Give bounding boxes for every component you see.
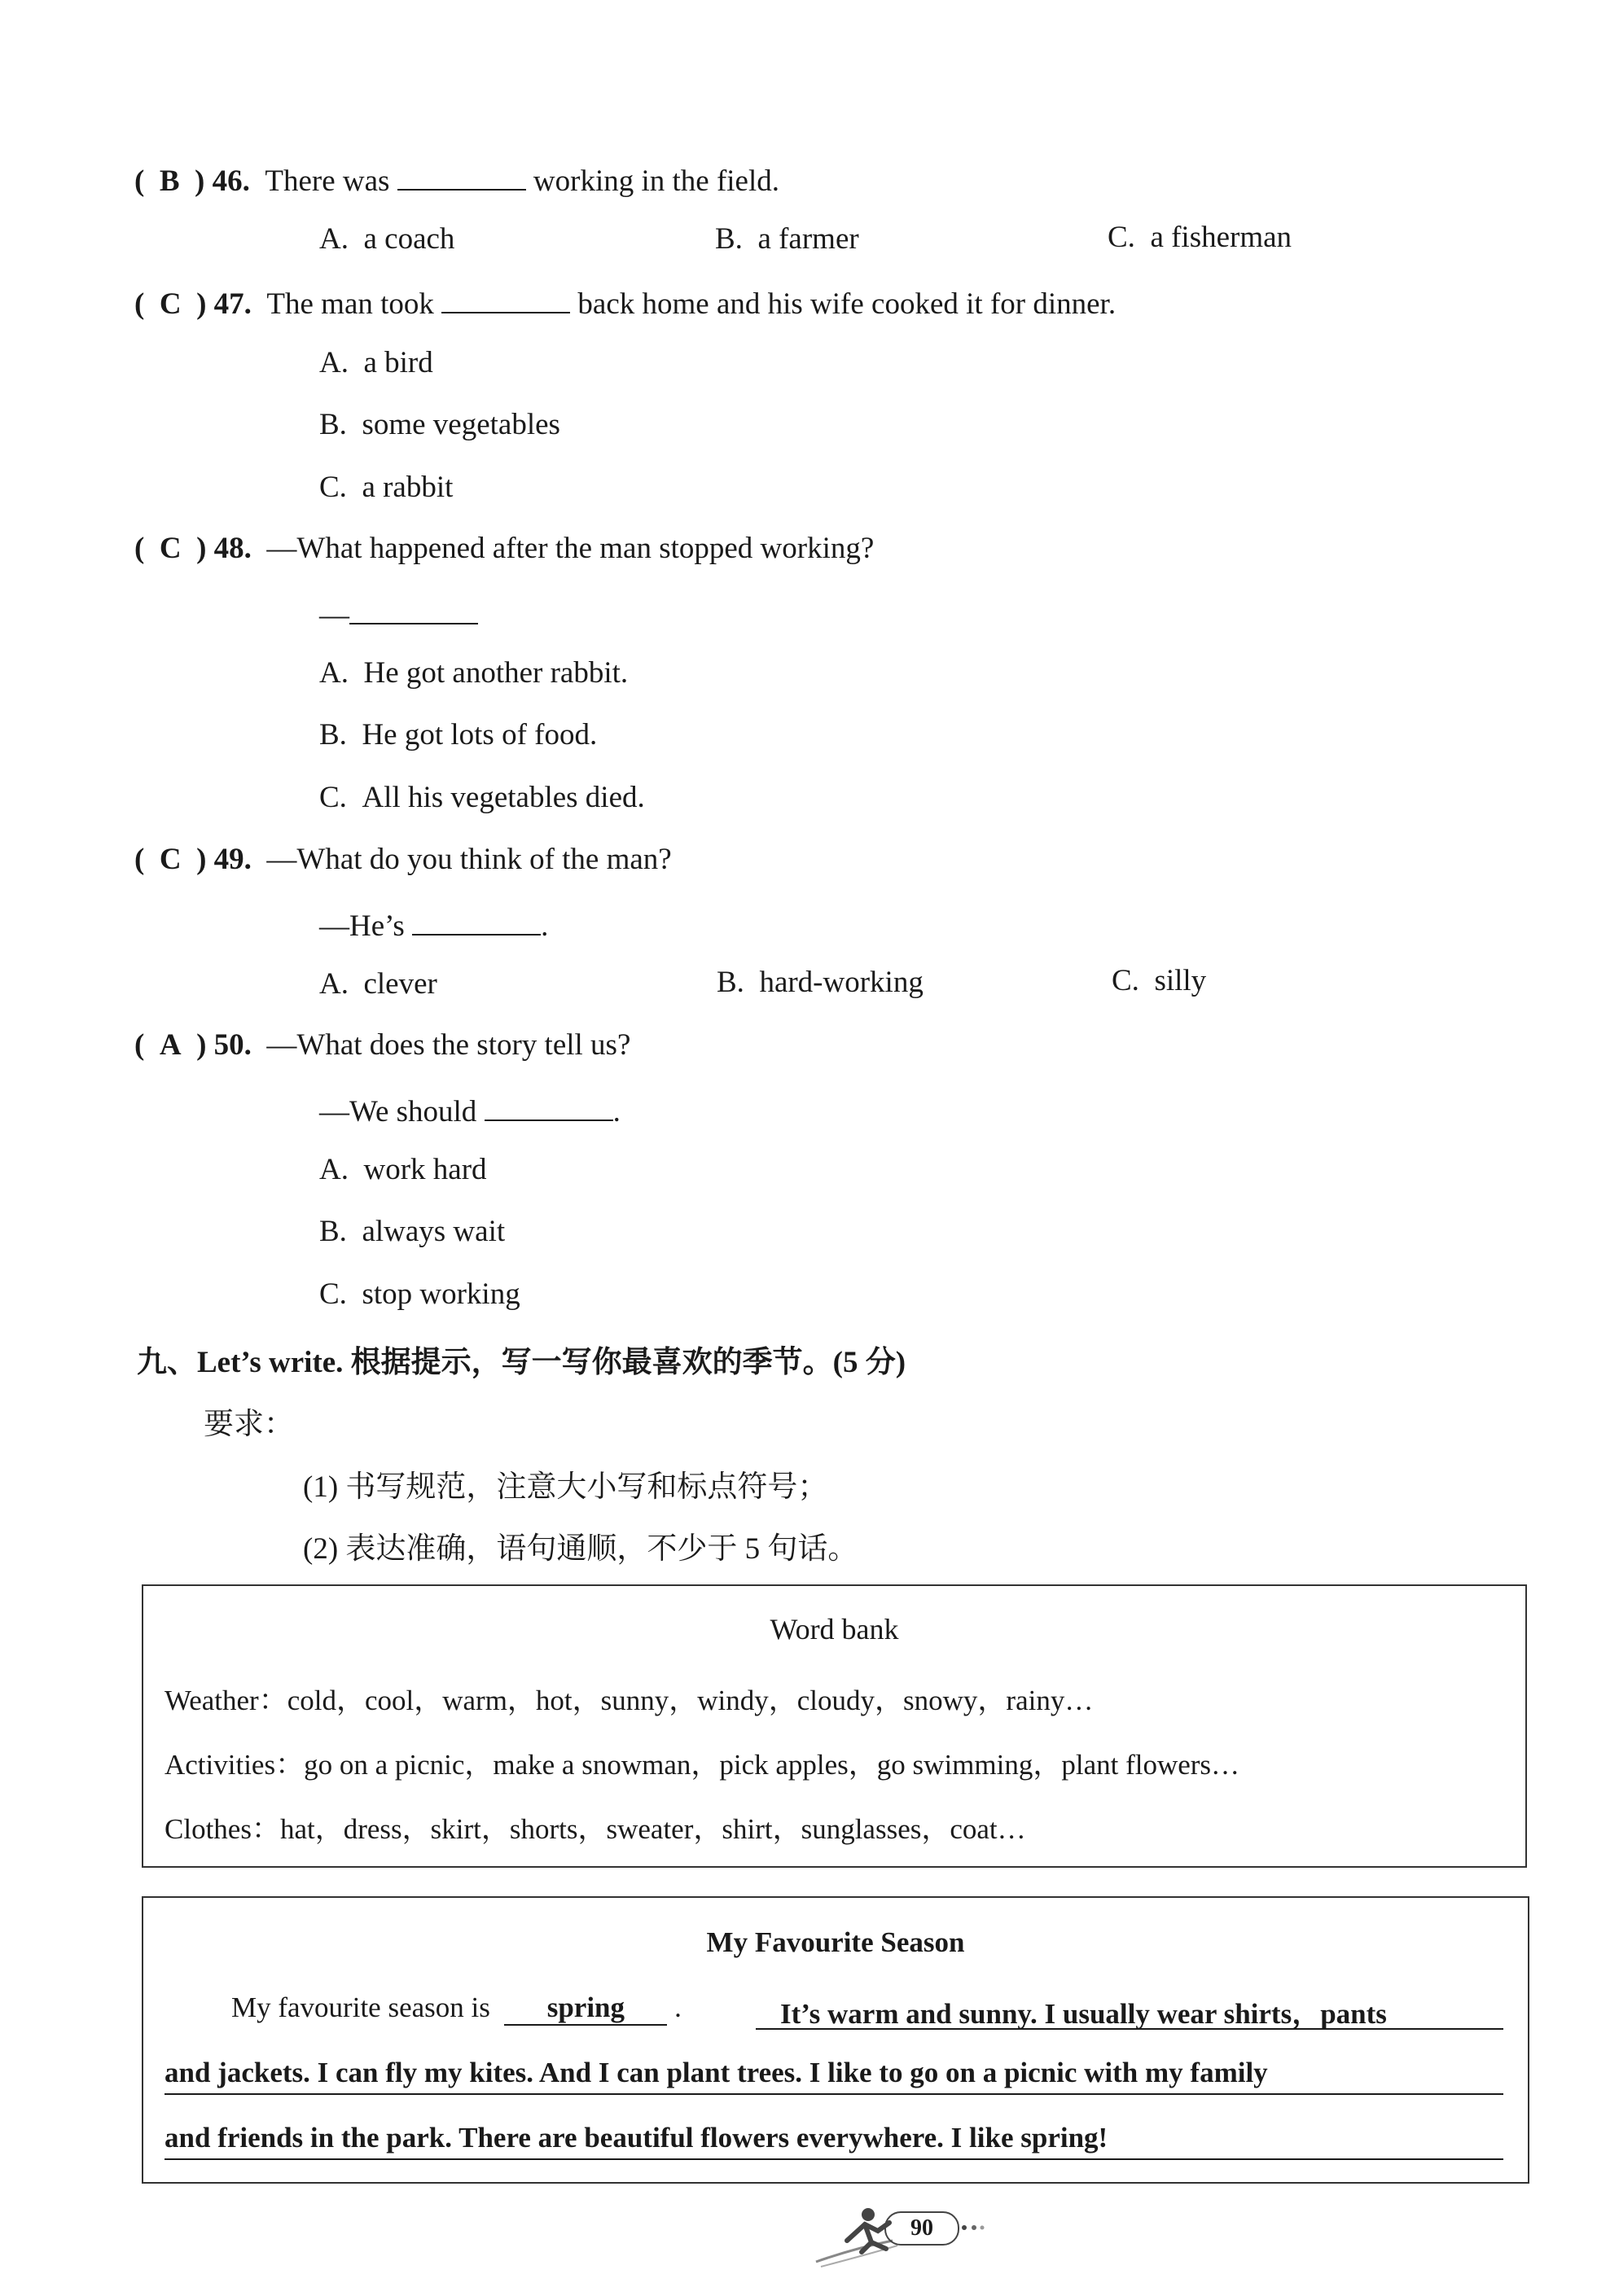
word-bank-clothes: Clothes：hat，dress，skirt，shorts，sweater，shirt，sunglasses，coat… [165,1813,1026,1845]
essay-line-1 [231,1991,682,2026]
essay-answer-2: and jackets. I can fly my kites. And I can plant trees. I like to go on a picnic with my family [165,2057,1268,2088]
season-answer: spring [504,1991,667,2026]
essay-box [142,1896,1529,2184]
option-46-c: C. a fisherman [1108,221,1292,254]
answer-blank [485,1089,613,1121]
answer-paren: ( B ) [134,164,205,198]
question-46-stem: ( B ) 46. There was working in the field. [134,159,779,199]
word-bank-activities: Activities：go on a picnic，make a snowman，pick apples，go swimming，plant flowers… [165,1749,1240,1781]
section-9-title: 九、Let’s write. 根据提示，写一写你最喜欢的季节。(5 分) [137,1346,906,1379]
option-50-b: B. always wait [319,1215,506,1248]
essay-answer-1: It’s warm and sunny. I usually wear shirts，pants [780,1998,1387,2030]
answer-blank [349,593,478,624]
question-49-stem: ( C ) 49. —What do you think of the man? [134,843,672,876]
option-50-c: C. stop working [319,1277,520,1311]
option-46-b: B. a farmer [715,222,859,256]
essay-title: My Favourite Season [706,1926,965,1958]
requirement-2: (2) 表达准确，语句通顺，不少于 5 句话。 [303,1532,858,1566]
question-49-reply: —He’s . [319,904,548,944]
requirements-label: 要求： [204,1408,294,1441]
question-48-stem: ( C ) 48. —What happened after the man stopped working? [134,532,875,565]
option-48-b: B. He got lots of food. [319,718,598,751]
answer-blank [441,282,570,313]
option-47-b: B. some vegetables [319,408,560,441]
option-49-a: A. clever [319,967,437,1001]
option-49-c: C. silly [1112,964,1207,997]
answer-line [165,2093,1503,2095]
question-50-reply: —We should . [319,1089,621,1129]
option-50-a: A. work hard [319,1153,487,1186]
question-47-stem: ( C ) 47. The man took back home and his wife cooked it for dinner. [134,282,1116,322]
answer-blank [412,904,541,935]
answer-line [165,2158,1503,2160]
option-47-a: A. a bird [319,346,433,379]
option-48-a: A. He got another rabbit. [319,656,629,690]
essay-period: . [674,1991,682,2023]
option-48-c: C. All his vegetables died. [319,781,645,814]
word-bank-box [142,1584,1527,1868]
question-50-stem: ( A ) 50. —What does the story tell us? [134,1028,631,1062]
word-bank-title: Word bank [770,1613,899,1645]
requirement-1: (1) 书写规范，注意大小写和标点符号； [303,1470,828,1504]
option-47-c: C. a rabbit [319,471,454,504]
essay-answer-3: and friends in the park. There are beautiful flowers everywhere. I like spring! [165,2122,1108,2154]
page-number: 90 [884,2211,959,2246]
word-bank-weather: Weather：cold，cool，warm，hot，sunny，windy，cloudy，snowy，rainy… [165,1685,1094,1716]
answer-blank [397,159,526,191]
option-46-a: A. a coach [319,222,455,256]
question-48-reply: — [319,593,478,633]
option-49-b: B. hard-working [717,966,924,999]
essay-lead: My favourite season is [231,1991,490,2023]
